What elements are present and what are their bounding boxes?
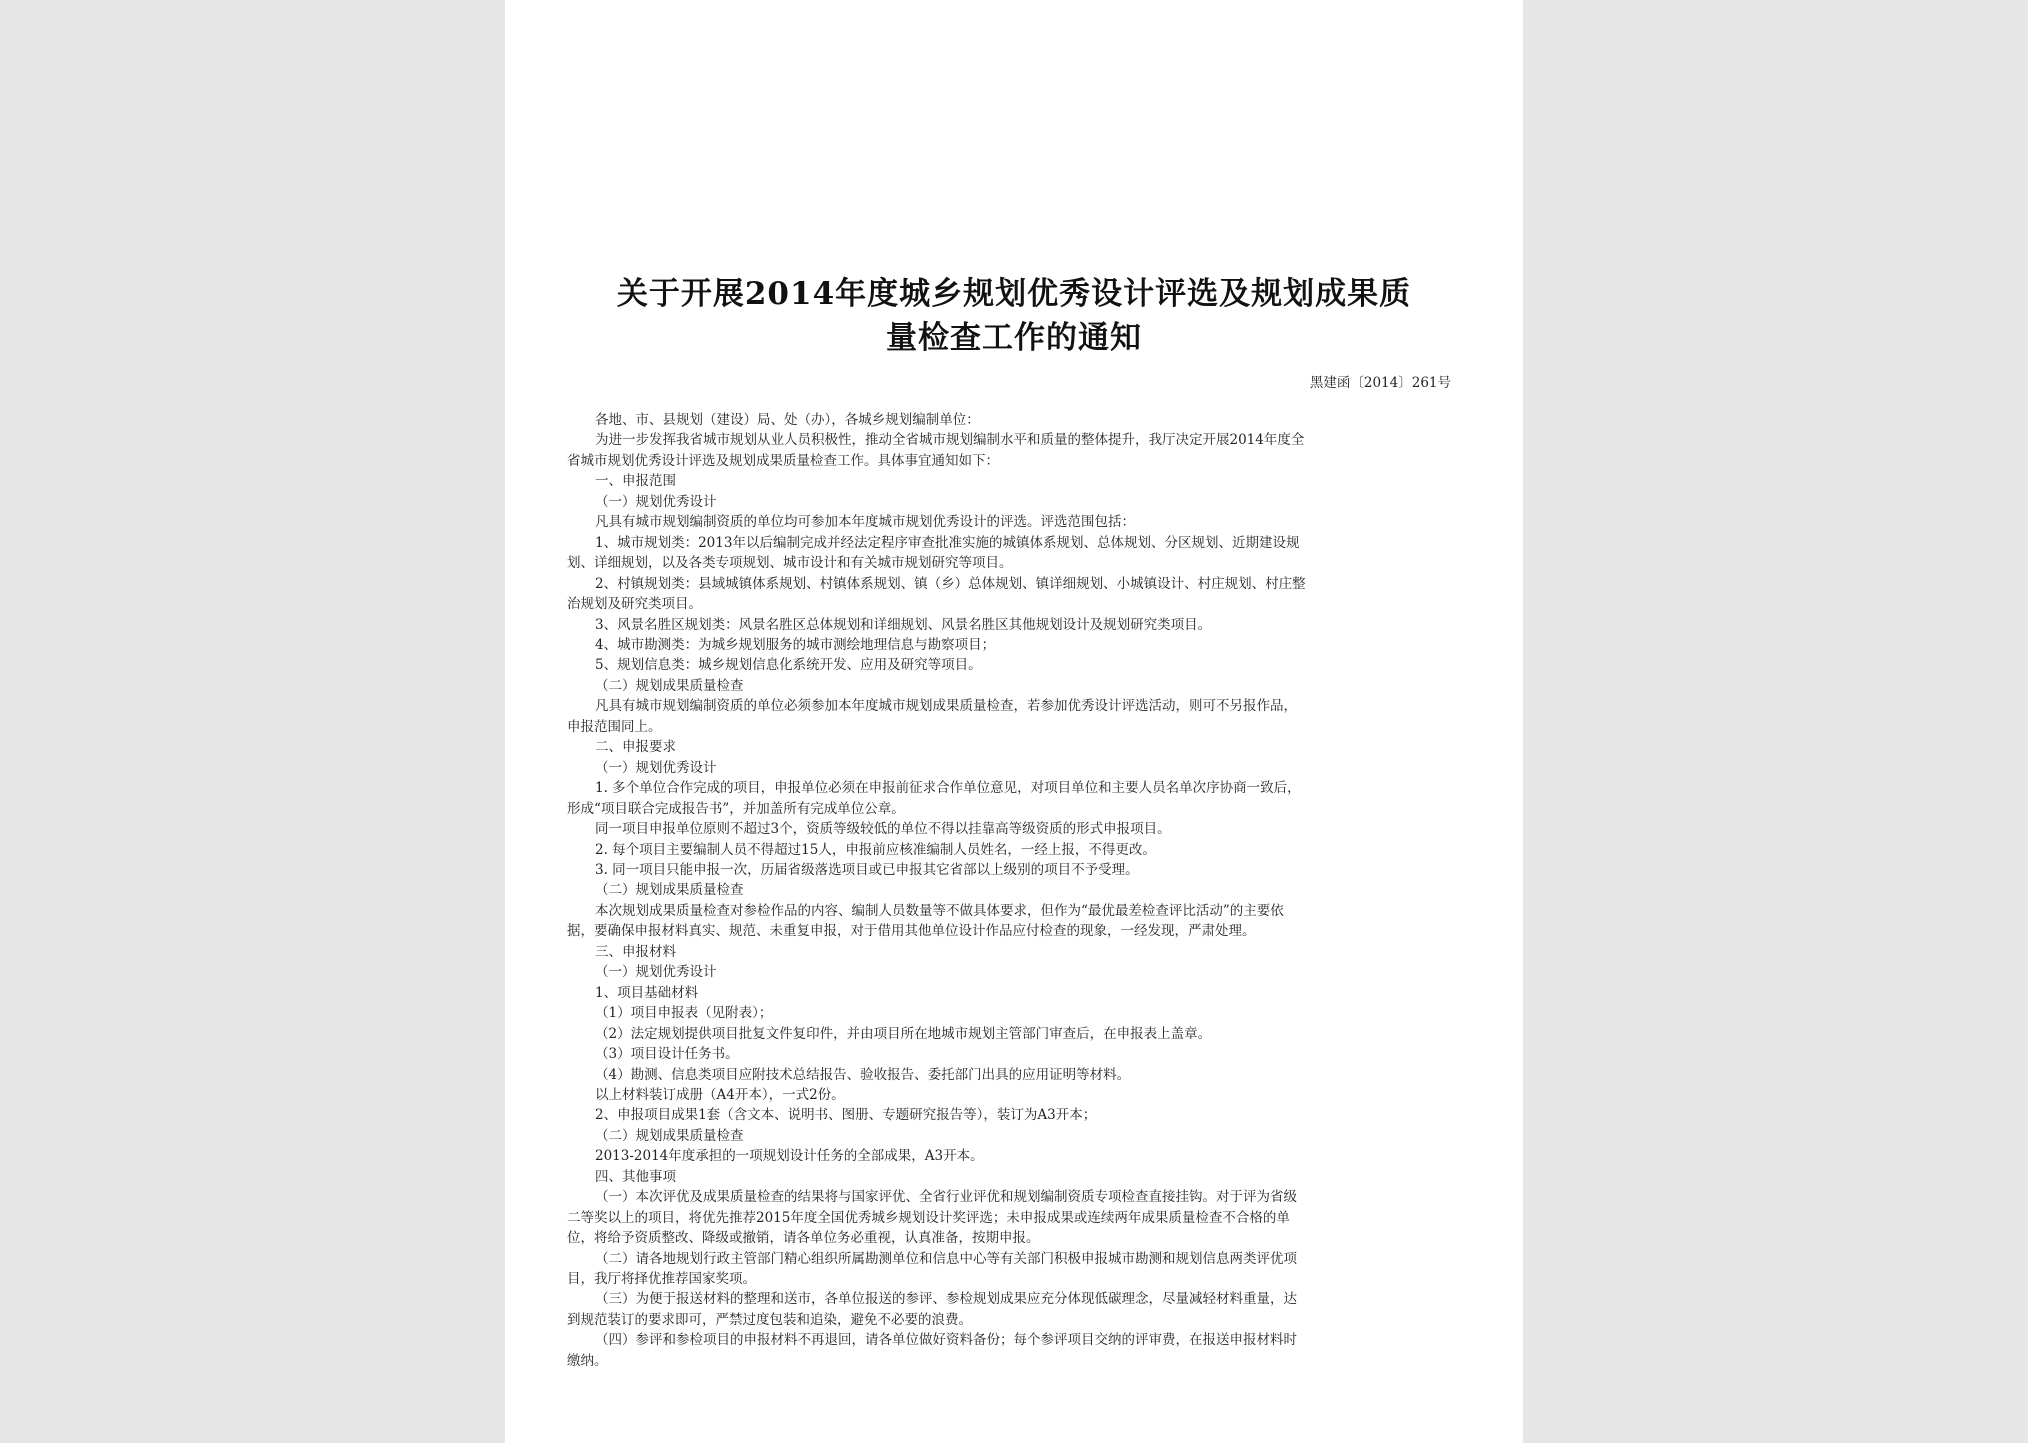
body-line: 缴纳。 (567, 1352, 608, 1369)
body-line: （一）本次评优及成果质量检查的结果将与国家评优、全省行业评优和规划编制资质专项检查直接挂钩。对于评为省级 (595, 1189, 1297, 1206)
body-line: 到规范装订的要求即可，严禁过度包装和追染，避免不必要的浪费。 (567, 1311, 972, 1328)
body-line: （一）规划优秀设计 (595, 759, 717, 776)
body-line: 凡具有城市规划编制资质的单位均可参加本年度城市规划优秀设计的评选。评选范围包括： (595, 514, 1135, 531)
body-line: 形成“项目联合完成报告书”，并加盖所有完成单位公章。 (567, 800, 905, 817)
body-line: 3、风景名胜区规划类：风景名胜区总体规划和详细规划、风景名胜区其他规划设计及规划研究类项目。 (595, 616, 1212, 633)
body-line: 一、申报范围 (595, 473, 676, 490)
body-line: （4）勘测、信息类项目应附技术总结报告、验收报告、委托部门出具的应用证明等材料。 (595, 1066, 1131, 1083)
body-line: 2013-2014年度承担的一项规划设计任务的全部成果，A3开本。 (595, 1148, 984, 1165)
body-line: 目，我厅将择优推荐国家奖项。 (567, 1271, 756, 1288)
body-line: 据，要确保申报材料真实、规范、未重复申报，对于借用其他单位设计作品应付检查的现象，一经发现，严肃处理。 (567, 923, 1256, 940)
body-line: 二、申报要求 (595, 739, 676, 756)
body-line: （四）参评和参检项目的申报材料不再退回，请各单位做好资料备份；每个参评项目交纳的评审费，在报送申报材料时 (595, 1332, 1297, 1349)
body-line: 3. 同一项目只能申报一次，历届省级落选项目或已申报其它省部以上级别的项目不予受理。 (595, 861, 1139, 878)
body-line: 4、城市勘测类：为城乡规划服务的城市测绘地理信息与勘察项目； (595, 636, 996, 653)
body-line: （三）为便于报送材料的整理和送市，各单位报送的参评、参检规划成果应充分体现低碳理念，尽量减轻材料重量，达 (595, 1291, 1297, 1308)
document-number: 黑建函〔2014〕261号 (1309, 375, 1451, 391)
title-line-2: 量检查工作的通知 (886, 320, 1142, 356)
body-line: 划、详细规划，以及各类专项规划、城市设计和有关城市规划研究等项目。 (567, 555, 1013, 572)
document-title (555, 272, 1473, 360)
body-line: 省城市规划优秀设计评选及规划成果质量检查工作。具体事宜通知如下： (567, 452, 999, 469)
body-line: 三、申报材料 (595, 943, 676, 960)
document-body (567, 410, 1469, 1371)
body-line: 本次规划成果质量检查对参检作品的内容、编制人员数量等不做具体要求，但作为“最优最差检查评比活动”的主要依 (595, 902, 1284, 919)
body-line: 四、其他事项 (595, 1168, 676, 1185)
body-line: 凡具有城市规划编制资质的单位必须参加本年度城市规划成果质量检查，若参加优秀设计评选活动，则可不另报作品， (595, 698, 1297, 715)
body-line: （二）请各地规划行政主管部门精心组织所属勘测单位和信息中心等有关部门积极申报城市勘测和规划信息两类评优项 (595, 1250, 1297, 1267)
body-line: 2、村镇规划类：县域城镇体系规划、村镇体系规划、镇（乡）总体规划、镇详细规划、小城镇设计、村庄规划、村庄整 (595, 575, 1306, 592)
body-line: 二等奖以上的项目，将优先推荐2015年度全国优秀城乡规划设计奖评选；未申报成果或连续两年成果质量检查不合格的单 (567, 1209, 1290, 1226)
body-line: 申报范围同上。 (567, 718, 662, 735)
body-line: （一）规划优秀设计 (595, 964, 717, 981)
body-line: 5、规划信息类：城乡规划信息化系统开发、应用及研究等项目。 (595, 657, 982, 674)
body-line: 2. 每个项目主要编制人员不得超过15人，申报前应核准编制人员姓名，一经上报，不得更改。 (595, 841, 1156, 858)
body-line: （2）法定规划提供项目批复文件复印件，并由项目所在地城市规划主管部门审查后，在申报表上盖章。 (595, 1025, 1212, 1042)
title-line-1: 关于开展2014年度城乡规划优秀设计评选及规划成果质 (616, 276, 1412, 312)
body-line: 各地、市、县规划（建设）局、处（办），各城乡规划编制单位： (595, 412, 980, 428)
body-line: 1. 多个单位合作完成的项目，申报单位必须在申报前征求合作单位意见，对项目单位和主要人员名单次序协商一致后， (595, 780, 1301, 797)
body-line: 1、项目基础材料 (595, 984, 699, 1001)
body-line: （二）规划成果质量检查 (595, 1127, 744, 1144)
body-line: 1、城市规划类：2013年以后编制完成并经法定程序审查批准实施的城镇体系规划、总体规划、分区规划、近期建设规 (595, 534, 1300, 551)
body-line: （二）规划成果质量检查 (595, 677, 744, 694)
body-line: （一）规划优秀设计 (595, 493, 717, 510)
body-line: 同一项目申报单位原则不超过3个，资质等级较低的单位不得以挂靠高等级资质的形式申报项目。 (595, 821, 1171, 838)
body-line: 2、申报项目成果1套（含文本、说明书、图册、专题研究报告等），装订为A3开本； (595, 1107, 1097, 1124)
body-line: 为进一步发挥我省城市规划从业人员积极性，推动全省城市规划编制水平和质量的整体提升，我厅决定开展2014年度全 (595, 432, 1305, 449)
body-line: 以上材料装订成册（A4开本），一式2份。 (595, 1086, 845, 1103)
body-line: （二）规划成果质量检查 (595, 882, 744, 899)
document-page (505, 0, 1523, 1443)
body-line: （1）项目申报表（见附表）； (595, 1005, 773, 1022)
body-line: 位，将给予资质整改、降级或撤销，请各单位务必重视，认真准备，按期申报。 (567, 1230, 1040, 1247)
body-line: 治规划及研究类项目。 (567, 596, 702, 613)
body-line: （3）项目设计任务书。 (595, 1046, 739, 1063)
